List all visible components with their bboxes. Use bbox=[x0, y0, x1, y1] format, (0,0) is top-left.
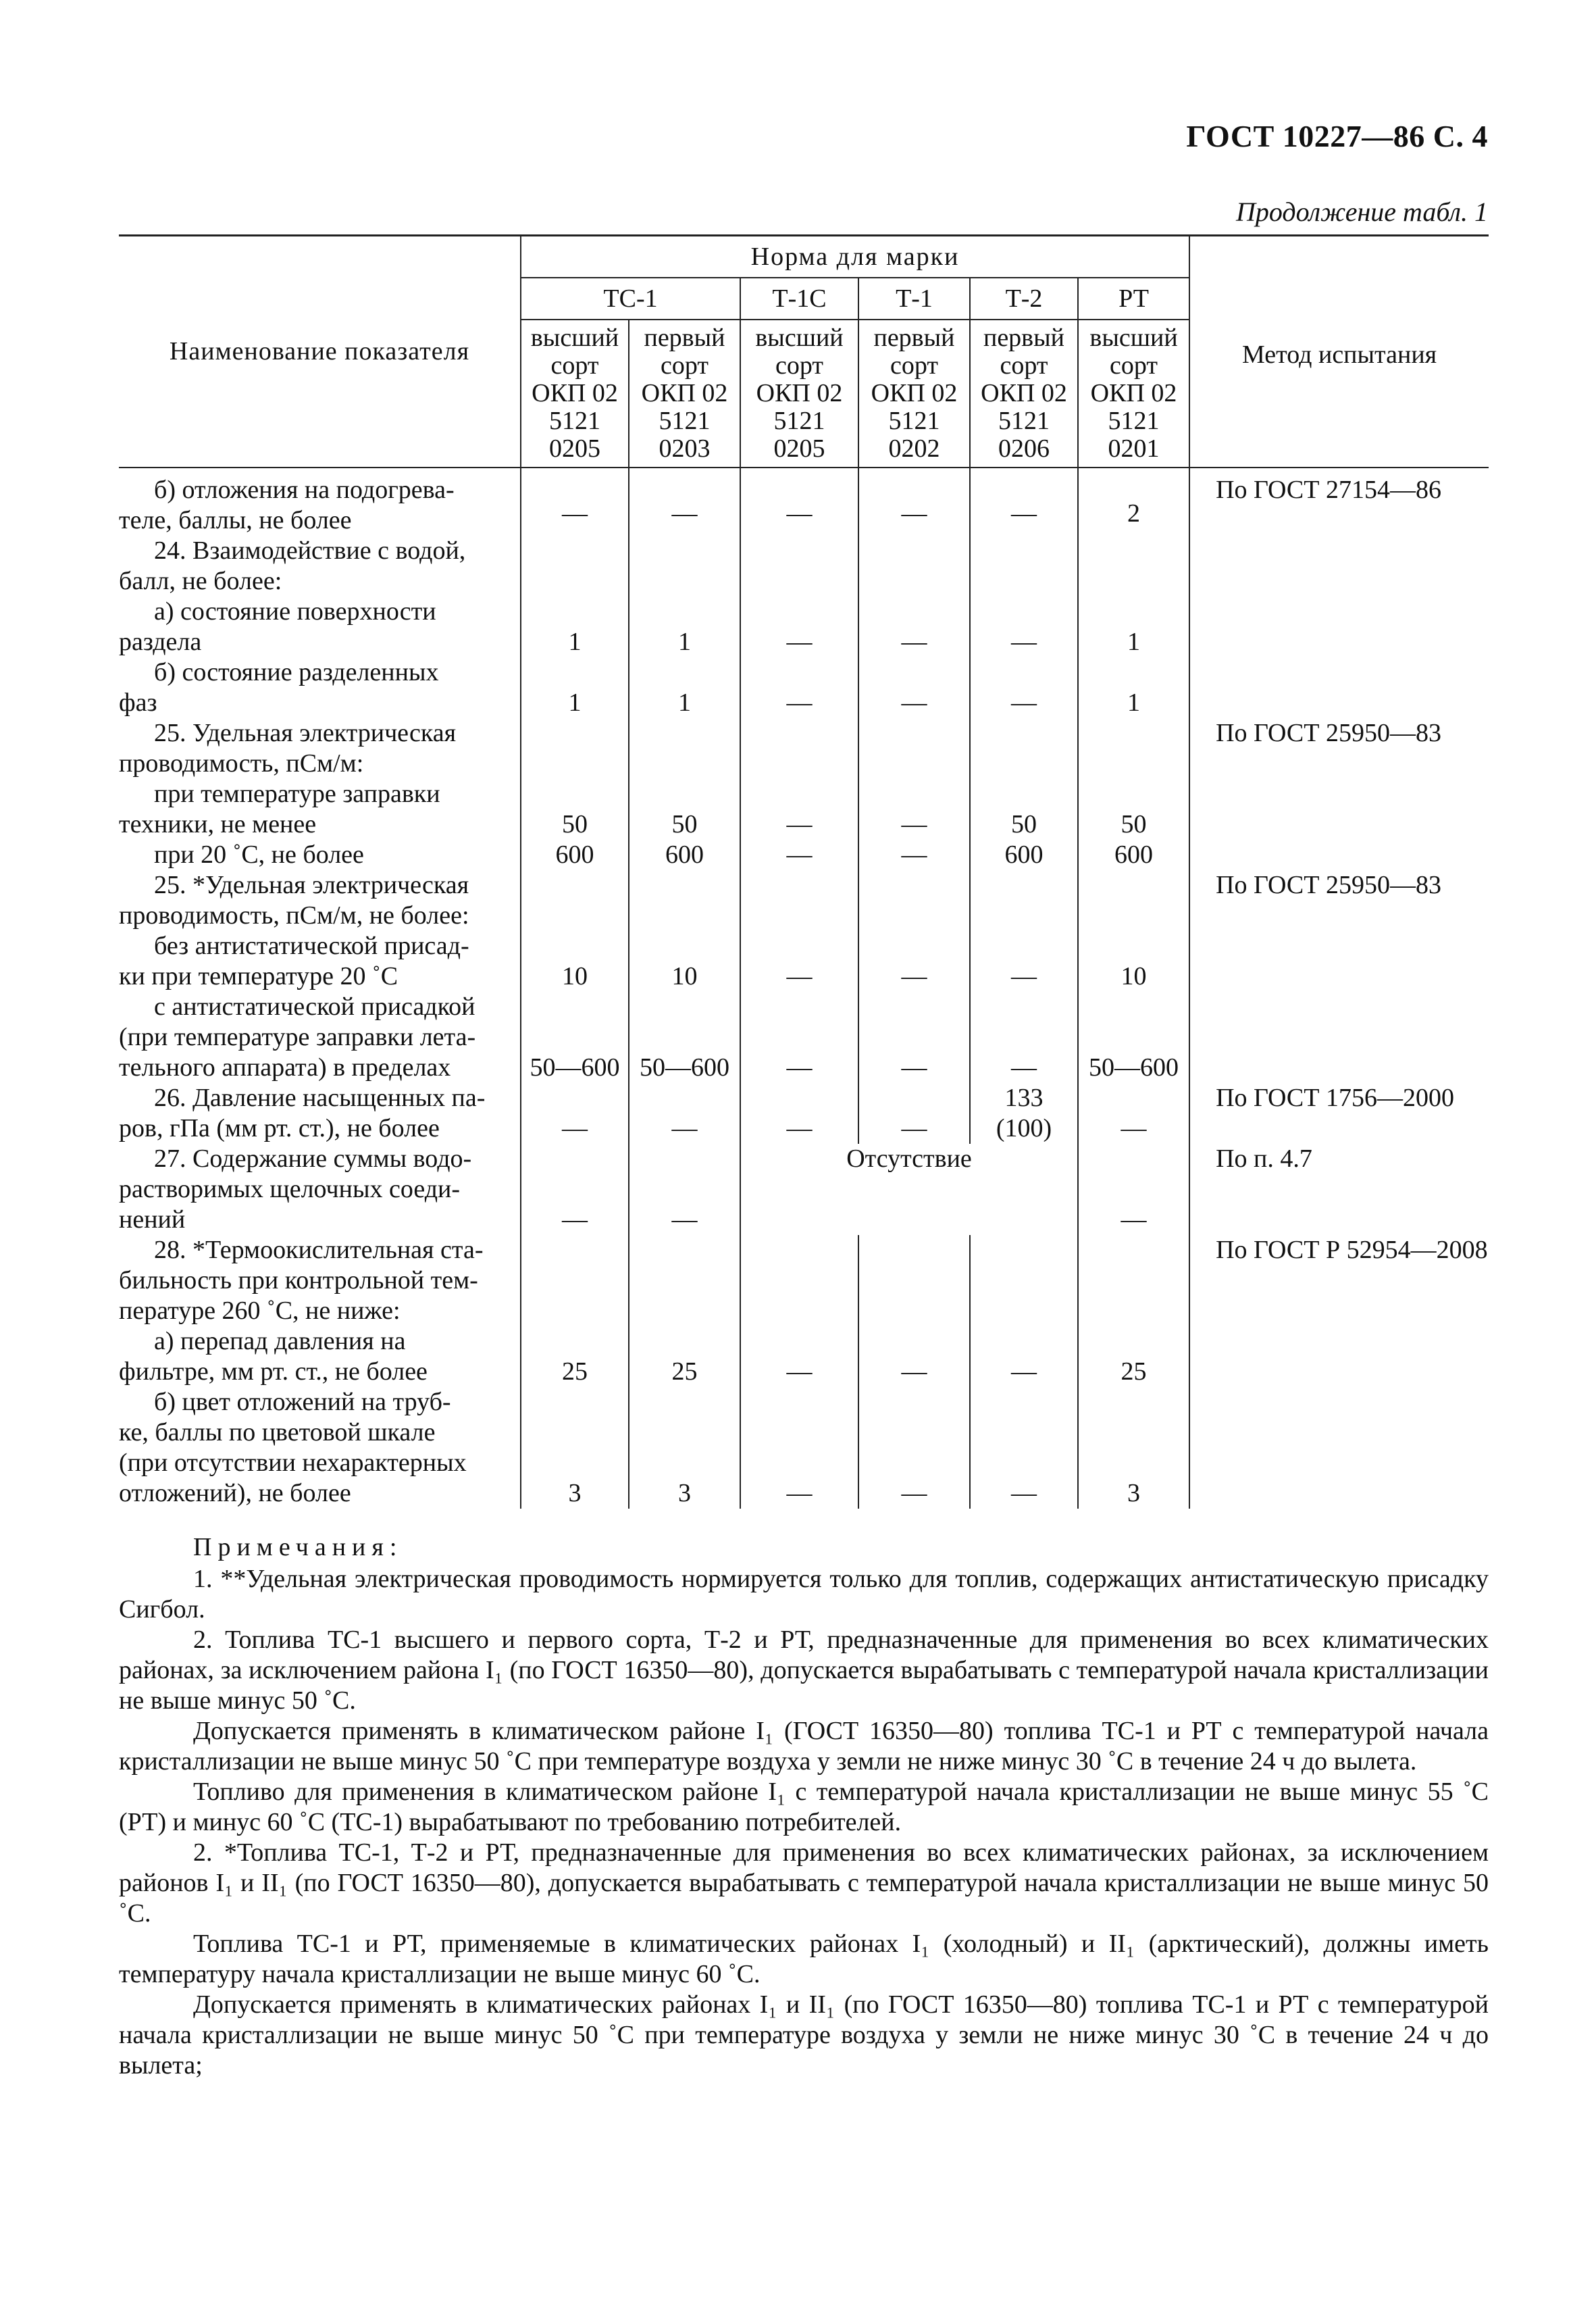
indicator-name-line: балл, не более: bbox=[119, 567, 282, 595]
norm-value bbox=[1078, 1083, 1189, 1144]
table-row bbox=[119, 840, 1489, 870]
grade-subheader-line: 5121 bbox=[659, 407, 711, 435]
indicator-name-line: при 20 ˚С, не более bbox=[154, 840, 364, 869]
indicator-name-line: б) отложения на подогрева- bbox=[154, 476, 455, 504]
indicator-name-line: нений bbox=[119, 1205, 186, 1234]
table-row bbox=[119, 870, 1489, 931]
indicator-name bbox=[119, 657, 521, 718]
norm-value bbox=[1078, 718, 1189, 779]
norm-value-text: 10 bbox=[1121, 962, 1147, 990]
indicator-name bbox=[119, 1083, 521, 1144]
norm-value-text: 600 bbox=[665, 840, 704, 869]
norm-value-text: — bbox=[1121, 1205, 1147, 1234]
indicator-name-line: тельного аппарата) в пределах bbox=[119, 1053, 451, 1082]
grade-subheader bbox=[858, 320, 970, 468]
norm-value-text: — bbox=[786, 1053, 813, 1082]
grade-subheader-line: 0205 bbox=[549, 434, 600, 463]
norm-value-text: 3 bbox=[568, 1479, 582, 1507]
test-method: По ГОСТ 1756—2000 bbox=[1189, 1083, 1489, 1144]
indicator-name bbox=[119, 718, 521, 779]
indicator-name-line: 24. Взаимодействие с водой, bbox=[154, 536, 466, 565]
norm-value bbox=[1078, 1235, 1189, 1326]
norm-value bbox=[740, 468, 858, 536]
grade-subheader-line: 5121 bbox=[1108, 407, 1160, 435]
norm-value bbox=[858, 468, 970, 536]
norm-value bbox=[858, 840, 970, 870]
norm-value bbox=[521, 718, 629, 779]
norm-value bbox=[629, 536, 740, 657]
norm-value-text: — bbox=[1121, 1114, 1147, 1142]
test-method bbox=[1189, 931, 1489, 992]
norm-value-text: — bbox=[786, 1114, 813, 1142]
norm-value-text: — bbox=[901, 628, 927, 656]
norm-value bbox=[740, 1235, 858, 1326]
norm-value bbox=[1078, 536, 1189, 657]
norm-value-text: 2 bbox=[1127, 499, 1141, 528]
norm-value-text: — bbox=[1011, 1053, 1037, 1082]
norm-value bbox=[970, 718, 1078, 779]
norm-value bbox=[858, 870, 970, 931]
indicator-name-line: при температуре заправки bbox=[154, 780, 440, 808]
norm-value bbox=[521, 468, 629, 536]
norm-value bbox=[629, 1235, 740, 1326]
indicator-name-line: фаз bbox=[119, 688, 157, 717]
grade-subheader-line: ОКП 02 bbox=[641, 379, 728, 407]
grade-subheader-line: сорт bbox=[890, 351, 938, 380]
norm-value bbox=[629, 931, 740, 992]
norm-value bbox=[629, 1387, 740, 1509]
test-method bbox=[1189, 992, 1489, 1083]
norm-value bbox=[629, 657, 740, 718]
norm-value-text: 50—600 bbox=[640, 1053, 729, 1082]
norm-value bbox=[858, 992, 970, 1083]
grade-header: Т-1С bbox=[740, 278, 858, 320]
norm-value-text: 1 bbox=[1127, 628, 1141, 656]
grade-subheader-line: ОКП 02 bbox=[532, 379, 618, 407]
norm-value-text: — bbox=[1011, 1357, 1037, 1386]
norm-value-text: — bbox=[786, 1479, 813, 1507]
norm-value bbox=[740, 1083, 858, 1144]
indicator-name-line: раздела bbox=[119, 628, 202, 656]
norm-value-text: — bbox=[1011, 688, 1037, 717]
norm-value bbox=[858, 536, 970, 657]
test-method: По ГОСТ 25950—83 bbox=[1189, 718, 1489, 779]
indicator-name bbox=[119, 1387, 521, 1509]
norm-value bbox=[1078, 657, 1189, 718]
grade-subheader-line: сорт bbox=[1000, 351, 1048, 380]
norm-value bbox=[740, 779, 858, 840]
norm-value bbox=[740, 657, 858, 718]
test-method bbox=[1189, 779, 1489, 840]
indicator-name-line: ров, гПа (мм рт. ст.), не более bbox=[119, 1114, 440, 1142]
norm-value bbox=[521, 840, 629, 870]
norm-value bbox=[629, 718, 740, 779]
norm-value-text: — bbox=[671, 499, 698, 528]
test-method: По ГОСТ 27154—86 bbox=[1189, 468, 1489, 536]
indicator-name bbox=[119, 840, 521, 870]
norm-value bbox=[629, 468, 740, 536]
norm-value-text: — bbox=[562, 1205, 588, 1234]
norm-value-text: — bbox=[786, 1357, 813, 1386]
norm-value bbox=[1078, 1387, 1189, 1509]
indicator-name bbox=[119, 992, 521, 1083]
norm-value-text: 50 bbox=[1011, 810, 1037, 838]
norm-value-text: 50—600 bbox=[1089, 1053, 1179, 1082]
table-row bbox=[119, 1083, 1489, 1144]
norm-value-text: 50 bbox=[671, 810, 698, 838]
norm-value bbox=[521, 1235, 629, 1326]
norm-value bbox=[740, 992, 858, 1083]
norm-value-text: — bbox=[901, 1053, 927, 1082]
grade-subheader-line: высший bbox=[530, 324, 619, 352]
norm-value-text: — bbox=[786, 962, 813, 990]
grade-subheader-line: сорт bbox=[775, 351, 823, 380]
test-method bbox=[1189, 536, 1489, 657]
grade-subheader-line: высший bbox=[1089, 324, 1178, 352]
table-row bbox=[119, 718, 1489, 779]
norm-value bbox=[970, 870, 1078, 931]
grade-subheader bbox=[629, 320, 740, 468]
grade-subheader-line: высший bbox=[755, 324, 844, 352]
norm-value bbox=[858, 657, 970, 718]
indicator-name-line: 26. Давление насыщенных па- bbox=[154, 1084, 486, 1112]
norm-value-text: 25 bbox=[562, 1357, 588, 1386]
indicator-name bbox=[119, 870, 521, 931]
norm-value-text: — bbox=[1011, 499, 1037, 528]
table-row bbox=[119, 779, 1489, 840]
norm-value bbox=[858, 1387, 970, 1509]
norm-value bbox=[858, 779, 970, 840]
norm-value bbox=[1078, 468, 1189, 536]
notes-section bbox=[119, 1532, 1489, 2081]
indicator-name-line: техники, не менее bbox=[119, 810, 317, 838]
norm-value bbox=[970, 657, 1078, 718]
norm-value-text: 600 bbox=[1114, 840, 1154, 869]
column-header-method: Метод испытания bbox=[1189, 236, 1489, 468]
test-method bbox=[1189, 1387, 1489, 1509]
norm-value bbox=[740, 1326, 858, 1387]
note-paragraph: Топлива ТС-1 и РТ, применяемые в климатических районах I₁ (холодный) и II₁ (арктический), должны иметь температуру начала кристаллизации не выше минус 60 ˚С. bbox=[119, 1930, 1489, 1988]
grade-subheader bbox=[521, 320, 629, 468]
norm-value bbox=[740, 840, 858, 870]
grade-subheader-line: 5121 bbox=[888, 407, 940, 435]
norm-value bbox=[521, 779, 629, 840]
note-paragraph: Топливо для применения в климатическом районе I₁ с температурой начала кристаллизации не выше минус 55 ˚С (РТ) и минус 60 ˚С (ТС-1) вырабатывают по требованию потребителей. bbox=[119, 1778, 1489, 1836]
norm-value bbox=[970, 1326, 1078, 1387]
grade-subheader-line: сорт bbox=[1110, 351, 1158, 380]
norm-value bbox=[970, 992, 1078, 1083]
indicator-name-line: (при температуре заправки лета- bbox=[119, 1023, 476, 1051]
norm-value-text: — bbox=[901, 810, 927, 838]
norm-value bbox=[1078, 779, 1189, 840]
indicator-name-line: 27. Содержание суммы водо- bbox=[154, 1145, 472, 1173]
norm-value-text: 1 bbox=[678, 688, 691, 717]
norm-value-text: — bbox=[1011, 628, 1037, 656]
norm-value bbox=[629, 779, 740, 840]
norm-value bbox=[521, 1387, 629, 1509]
norm-value bbox=[1078, 992, 1189, 1083]
norm-value-text: — bbox=[901, 1479, 927, 1507]
grade-subheader-line: ОКП 02 bbox=[1090, 379, 1177, 407]
indicator-name-line: 25. Удельная электрическая bbox=[154, 719, 457, 747]
norm-value-text: 10 bbox=[562, 962, 588, 990]
grade-header: Т-1 bbox=[858, 278, 970, 320]
norm-value bbox=[1078, 870, 1189, 931]
norm-value bbox=[629, 992, 740, 1083]
norm-value-text: — bbox=[901, 499, 927, 528]
grade-subheader-line: 0205 bbox=[773, 434, 825, 463]
norm-value-text: — bbox=[1011, 962, 1037, 990]
grade-header: РТ bbox=[1078, 278, 1189, 320]
norm-value bbox=[629, 870, 740, 931]
test-method bbox=[1189, 840, 1489, 870]
grade-subheader-line: ОКП 02 bbox=[981, 379, 1067, 407]
indicator-name-line: бильность при контрольной тем- bbox=[119, 1266, 478, 1294]
table-row bbox=[119, 468, 1489, 536]
grade-subheader-line: 5121 bbox=[773, 407, 825, 435]
norm-value bbox=[970, 931, 1078, 992]
norm-value bbox=[521, 931, 629, 992]
norm-value-text: — bbox=[671, 1205, 698, 1234]
norm-value-text: 3 bbox=[1127, 1479, 1141, 1507]
table-row bbox=[119, 657, 1489, 718]
page-header: ГОСТ 10227—86 С. 4 bbox=[1186, 119, 1488, 153]
indicator-name-line: (при отсутствии нехарактерных bbox=[119, 1449, 467, 1477]
norm-value bbox=[970, 840, 1078, 870]
norm-value bbox=[740, 536, 858, 657]
norm-value-text: — bbox=[671, 1114, 698, 1142]
grade-subheader-line: 0206 bbox=[998, 434, 1050, 463]
norm-value bbox=[970, 468, 1078, 536]
norm-value bbox=[970, 1083, 1078, 1144]
spec-table bbox=[119, 234, 1489, 1509]
grade-subheader bbox=[1078, 320, 1189, 468]
grade-subheader-line: ОКП 02 bbox=[871, 379, 958, 407]
norm-value bbox=[858, 931, 970, 992]
indicator-name-line: ке, баллы по цветовой шкале bbox=[119, 1418, 436, 1447]
grade-subheader-line: первый bbox=[873, 324, 955, 352]
norm-value-text: — bbox=[786, 628, 813, 656]
norm-value bbox=[858, 1326, 970, 1387]
norm-value bbox=[970, 779, 1078, 840]
norm-value-text: 1 bbox=[568, 628, 582, 656]
norm-value bbox=[629, 1144, 740, 1235]
indicator-name-line: 28. *Термоокислительная ста- bbox=[154, 1236, 484, 1264]
indicator-name-line: фильтре, мм рт. ст., не более bbox=[119, 1357, 428, 1386]
table-row bbox=[119, 1235, 1489, 1326]
grade-subheader-line: 5121 bbox=[549, 407, 600, 435]
norm-value bbox=[740, 870, 858, 931]
norm-value-text: 50 bbox=[1121, 810, 1147, 838]
indicator-name bbox=[119, 536, 521, 657]
norm-value-text: 1 bbox=[1127, 688, 1141, 717]
indicator-name-line: проводимость, пСм/м: bbox=[119, 749, 364, 778]
indicator-name bbox=[119, 931, 521, 992]
grade-subheader-line: первый bbox=[644, 324, 725, 352]
norm-value-text: 10 bbox=[671, 962, 698, 990]
norm-value-text: — bbox=[1011, 1479, 1037, 1507]
indicator-name bbox=[119, 468, 521, 536]
norm-value-text: 25 bbox=[671, 1357, 698, 1386]
norm-value-text: 1 bbox=[568, 688, 582, 717]
norm-value-text: — bbox=[562, 1114, 588, 1142]
norm-value bbox=[629, 1326, 740, 1387]
indicator-name-line: б) цвет отложений на труб- bbox=[154, 1388, 451, 1416]
grade-subheader-line: 0202 bbox=[888, 434, 940, 463]
test-method: По ГОСТ 25950—83 bbox=[1189, 870, 1489, 931]
table-row bbox=[119, 931, 1489, 992]
indicator-name-line: отложений), не более bbox=[119, 1479, 351, 1507]
note-paragraph: 2. *Топлива ТС-1, Т-2 и РТ, предназначенные для применения во всех климатических районах, за исключением районов I₁ и II₁ (по ГОСТ 16350—80), допускается вырабатывать с температурой начала кристаллизации не выше минус 50 ˚С. bbox=[119, 1838, 1489, 1928]
table-row bbox=[119, 1387, 1489, 1509]
norm-value-text: 133 bbox=[1004, 1084, 1044, 1112]
table-row bbox=[119, 992, 1489, 1083]
grade-subheader bbox=[970, 320, 1078, 468]
grade-subheader-line: 0201 bbox=[1108, 434, 1160, 463]
grade-subheader-line: сорт bbox=[661, 351, 709, 380]
indicator-name-line: пературе 260 ˚С, не ниже: bbox=[119, 1297, 401, 1325]
norm-value-text: — bbox=[786, 810, 813, 838]
norm-value bbox=[629, 840, 740, 870]
norm-value bbox=[521, 1144, 629, 1235]
grade-subheader bbox=[740, 320, 858, 468]
norm-value-text: 600 bbox=[555, 840, 594, 869]
indicator-name-line: без антистатической присад- bbox=[154, 932, 469, 960]
norm-value bbox=[1078, 840, 1189, 870]
notes-title: Примечания: bbox=[193, 1533, 403, 1561]
norm-value bbox=[521, 657, 629, 718]
norm-value-text: 600 bbox=[1004, 840, 1044, 869]
grade-subheader-line: первый bbox=[983, 324, 1064, 352]
indicator-name-line: теле, баллы, не более bbox=[119, 506, 352, 534]
test-method bbox=[1189, 1326, 1489, 1387]
norm-value bbox=[740, 1144, 1078, 1235]
norm-value bbox=[970, 1235, 1078, 1326]
grade-subheader-line: 5121 bbox=[998, 407, 1050, 435]
note-paragraph: Допускается применять в климатических районах I₁ и II₁ (по ГОСТ 16350—80) топлива ТС-1 и РТ с температурой начала кристаллизации не выше минус 50 ˚С при температуре воздуха у земли не ниже минус 30 ˚С в течение 24 ч до вылета; bbox=[119, 1990, 1489, 2080]
norm-value-text: — bbox=[562, 499, 588, 528]
norm-value bbox=[1078, 1326, 1189, 1387]
norm-value-text: — bbox=[901, 840, 927, 869]
grade-subheader-line: 0203 bbox=[659, 434, 711, 463]
norm-value-text: 50 bbox=[562, 810, 588, 838]
norm-value-text: — bbox=[786, 688, 813, 717]
indicator-name bbox=[119, 1235, 521, 1326]
test-method: По п. 4.7 bbox=[1189, 1144, 1489, 1235]
test-method: По ГОСТ Р 52954—2008 bbox=[1189, 1235, 1489, 1326]
norm-value bbox=[1078, 1144, 1189, 1235]
norm-value-text: 50—600 bbox=[530, 1053, 620, 1082]
norm-value-text: — bbox=[901, 1114, 927, 1142]
table-row bbox=[119, 1326, 1489, 1387]
note-paragraph: 2. Топлива ТС-1 высшего и первого сорта, Т-2 и РТ, предназначенные для применения во всех климатических районах, за исключением района I₁ (по ГОСТ 16350—80), допускается вырабатывать с температурой начала кристаллизации не выше минус 50 ˚С. bbox=[119, 1626, 1489, 1715]
norm-value bbox=[970, 1387, 1078, 1509]
grade-header: Т-2 bbox=[970, 278, 1078, 320]
test-method bbox=[1189, 657, 1489, 718]
norm-value bbox=[521, 992, 629, 1083]
table-continuation-label: Продолжение табл. 1 bbox=[1235, 197, 1488, 227]
norm-value bbox=[521, 870, 629, 931]
norm-value bbox=[1078, 931, 1189, 992]
indicator-name-line: а) состояние поверхности bbox=[154, 597, 436, 626]
norm-value bbox=[740, 718, 858, 779]
indicator-name-line: 25. *Удельная электрическая bbox=[154, 871, 469, 899]
grade-subheader-line: сорт bbox=[550, 351, 599, 380]
norm-value-text: (100) bbox=[996, 1114, 1052, 1142]
norm-value bbox=[740, 931, 858, 992]
column-header-norm: Норма для марки bbox=[521, 236, 1189, 278]
norm-value bbox=[740, 1387, 858, 1509]
table-row bbox=[119, 1144, 1489, 1235]
norm-value-text: — bbox=[901, 688, 927, 717]
norm-value-text: — bbox=[901, 1357, 927, 1386]
norm-value bbox=[521, 536, 629, 657]
norm-value bbox=[858, 1235, 970, 1326]
norm-value-text: — bbox=[786, 499, 813, 528]
indicator-name-line: проводимость, пСм/м, не более: bbox=[119, 901, 469, 930]
absence-text: Отсутствие bbox=[846, 1145, 972, 1173]
norm-value bbox=[858, 1083, 970, 1144]
norm-value bbox=[858, 718, 970, 779]
column-header-name: Наименование показателя bbox=[119, 236, 521, 468]
norm-value-text: 25 bbox=[1121, 1357, 1147, 1386]
note-paragraph: Допускается применять в климатическом районе I₁ (ГОСТ 16350—80) топлива ТС-1 и РТ с температурой начала кристаллизации не выше минус 50 ˚С при температуре воздуха у земли не ниже минус 30 ˚С в течение 24 ч до вылета. bbox=[119, 1717, 1489, 1776]
norm-value-text: 1 bbox=[678, 628, 691, 656]
norm-value bbox=[970, 536, 1078, 657]
table-row bbox=[119, 536, 1489, 657]
note-paragraph: 1. **Удельная электрическая проводимость нормируется только для топлив, содержащих антистатическую присадку Сигбол. bbox=[119, 1565, 1489, 1624]
grade-header: ТС-1 bbox=[521, 278, 740, 320]
norm-value bbox=[521, 1083, 629, 1144]
norm-value-text: — bbox=[901, 962, 927, 990]
indicator-name-line: б) состояние разделенных bbox=[154, 658, 439, 686]
norm-value bbox=[629, 1083, 740, 1144]
indicator-name bbox=[119, 1326, 521, 1387]
indicator-name-line: растворимых щелочных соеди- bbox=[119, 1175, 461, 1203]
indicator-name-line: ки при температуре 20 ˚С bbox=[119, 962, 398, 990]
grade-subheader-line: ОКП 02 bbox=[756, 379, 843, 407]
indicator-name bbox=[119, 779, 521, 840]
indicator-name bbox=[119, 1144, 521, 1235]
indicator-name-line: а) перепад давления на bbox=[154, 1327, 406, 1355]
norm-value-text: — bbox=[786, 840, 813, 869]
norm-value-text: 3 bbox=[678, 1479, 691, 1507]
indicator-name-line: с антистатической присадкой bbox=[154, 992, 475, 1021]
norm-value bbox=[521, 1326, 629, 1387]
